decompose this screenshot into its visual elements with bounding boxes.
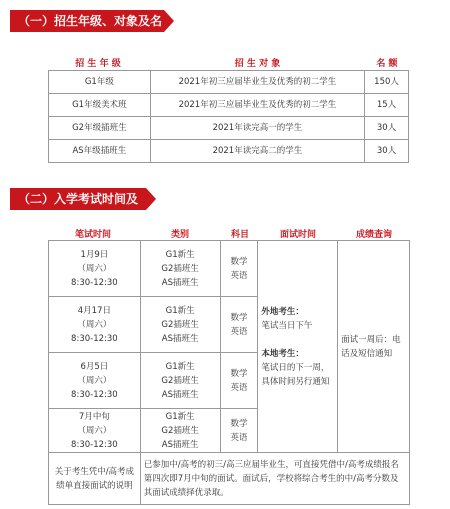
- table-row: [49, 241, 410, 297]
- category-cell: G1新生 G2插班生 AS插班生: [140, 409, 220, 453]
- written-time-cell: 7月中旬 （周六） 8:30-12:30: [49, 409, 141, 453]
- section2-title: （二）入学考试时间及科目: [18, 192, 139, 228]
- target-cell: 2021年初三应届毕业生及优秀的初二学生: [150, 94, 364, 117]
- s2-header-category: 类别: [170, 230, 189, 240]
- category-cell: G1新生 G2插班生 AS插班生: [140, 241, 220, 297]
- target-cell: 2021年读完高二的学生: [150, 140, 364, 163]
- note-label-cell: 关于考生凭中/高考成绩单直接面试的说明: [49, 453, 141, 505]
- interview-cell: 外地考生： 笔试当日下午 本地考生： 笔试日的下一周，具体时间另行通知: [258, 241, 338, 453]
- table-row: [49, 94, 409, 117]
- grade-cell: AS年级插班生: [49, 140, 151, 163]
- written-time-cell: 1月9日 （周六） 8:30-12:30: [49, 241, 141, 297]
- subject-cell: 数学 英语: [220, 241, 258, 297]
- table-row: [49, 140, 409, 163]
- section1-title: （一）招生年级、对象及名额: [18, 14, 163, 50]
- s1-header-quota: 名 额: [376, 59, 398, 69]
- table-row: [49, 71, 409, 94]
- written-time-cell: 6月5日 （周六） 8:30-12:30: [49, 353, 141, 409]
- s1-header-grade: 招 生 年 级: [75, 59, 121, 69]
- s2-header-interview: 面试时间: [279, 230, 316, 240]
- category-cell: G1新生 G2插班生 AS插班生: [140, 297, 220, 353]
- section2-table: [48, 240, 410, 505]
- subject-cell: 数学 英语: [220, 297, 258, 353]
- s1-header-target: 招 生 对 象: [234, 59, 281, 69]
- result-cell: 面试一周后：电话及短信通知: [338, 241, 410, 453]
- category-cell: G1新生 G2插班生 AS插班生: [140, 353, 220, 409]
- section2-banner: [10, 188, 146, 228]
- grade-cell: G1年级美术班: [49, 94, 151, 117]
- banner-notch: [146, 188, 156, 210]
- grade-cell: G2年级插班生: [49, 117, 151, 140]
- s2-header-subject: 科目: [230, 230, 249, 240]
- quota-cell: 30人: [365, 117, 409, 140]
- note-text-cell: 已参加中/高考的初三/高三应届毕业生，可直接凭借中/高考成绩报名第四次即7月中旬的面试。面试后，学校将综合考生的中/高考分数及其面试成绩择优录取。: [140, 453, 409, 505]
- target-cell: 2021年初三应届毕业生及优秀的初二学生: [150, 71, 364, 94]
- section1-table: [48, 70, 409, 163]
- written-time-cell: 4月17日 （周六） 8:30-12:30: [49, 297, 141, 353]
- grade-cell: G1年级: [49, 71, 151, 94]
- table-row: [49, 453, 410, 505]
- s2-header-written-time: 笔试时间: [74, 230, 111, 240]
- s2-header-result: 成绩查询: [355, 230, 392, 240]
- subject-cell: 数学 英语: [220, 409, 258, 453]
- target-cell: 2021年读完高一的学生: [150, 117, 364, 140]
- subject-cell: 数学 英语: [220, 353, 258, 409]
- banner-notch: [164, 10, 174, 32]
- quota-cell: 15人: [365, 94, 409, 117]
- section1-banner: [10, 10, 164, 50]
- quota-cell: 30人: [365, 140, 409, 163]
- quota-cell: 150人: [365, 71, 409, 94]
- table-row: [49, 117, 409, 140]
